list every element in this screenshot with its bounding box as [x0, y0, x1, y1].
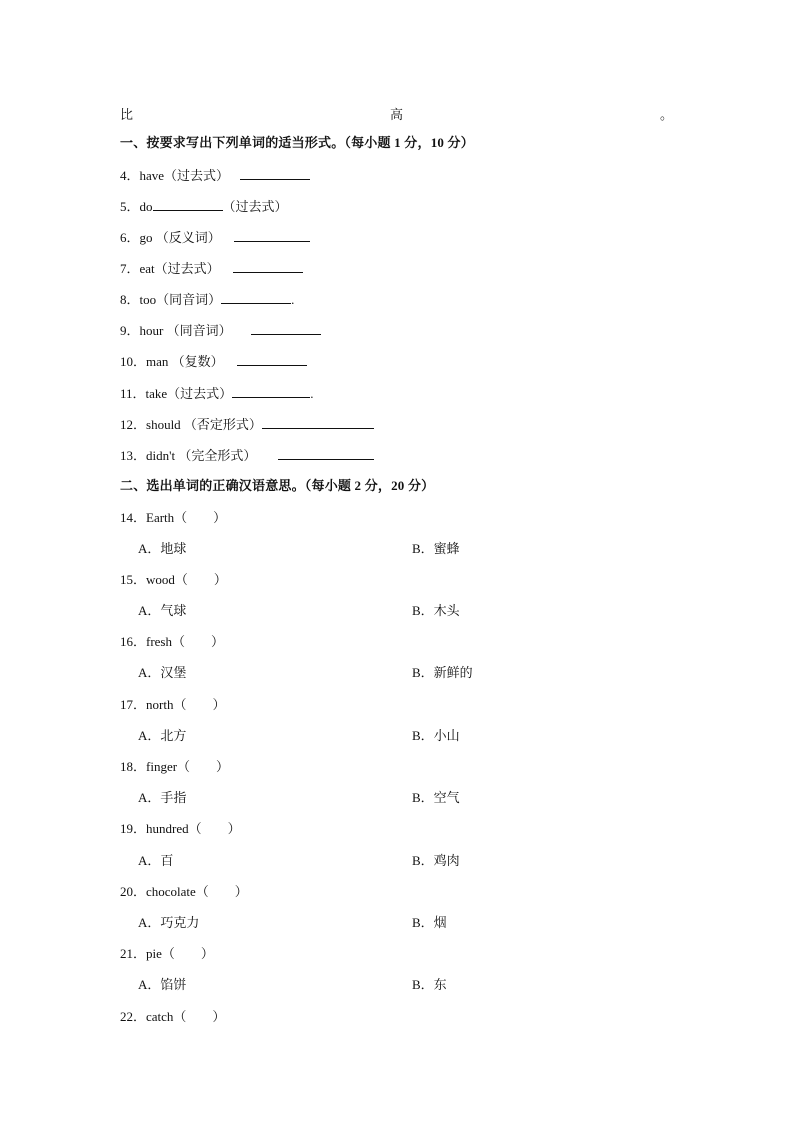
top-sentence-row	[0, 104, 794, 120]
question-18-option-a[interactable]: A．手指	[138, 790, 187, 805]
q4-number: 4．	[120, 168, 140, 183]
question-6	[120, 229, 310, 246]
question-20-option-a[interactable]: A．巧克力	[138, 915, 200, 930]
question-9	[120, 322, 321, 339]
q13-answer-blank[interactable]	[278, 447, 374, 460]
question-8	[120, 291, 294, 308]
section1-title: 一、按要求写出下列单词的适当形式。（每小题 1 分，10 分）	[120, 135, 474, 150]
q8-text: too（同音词）	[139, 292, 222, 307]
q7-number: 7．	[120, 261, 140, 276]
question-17-option-b[interactable]: B．小山	[412, 728, 460, 743]
question-16-stem: 16．fresh（ ）	[120, 634, 224, 649]
question-19-stem: 19．hundred（ ）	[120, 821, 241, 836]
question-14-option-b[interactable]: B．蜜蜂	[412, 541, 460, 556]
q7-text: eat（过去式）	[139, 261, 220, 276]
q5-number: 5．	[120, 199, 140, 214]
question-17-option-a[interactable]: A．北方	[138, 728, 187, 743]
question-4	[120, 167, 310, 184]
q10-answer-blank[interactable]	[237, 353, 307, 366]
question-16-option-b[interactable]: B．新鲜的	[412, 665, 473, 680]
question-15-option-b[interactable]: B．木头	[412, 603, 460, 618]
question-13	[120, 447, 374, 464]
q13-text: didn't （完全形式）	[146, 448, 257, 463]
q8-number: 8．	[120, 292, 140, 307]
question-12	[120, 416, 374, 433]
question-5	[120, 198, 288, 215]
question-11	[120, 385, 313, 402]
q8-answer-blank[interactable]	[221, 291, 291, 304]
question-16-option-a[interactable]: A．汉堡	[138, 665, 187, 680]
question-14-option-a[interactable]: A．地球	[138, 541, 187, 556]
top-row-mid-char: 高	[390, 107, 404, 122]
question-15-option-a[interactable]: A．气球	[138, 603, 187, 618]
q11-period: .	[310, 386, 314, 401]
question-19-option-b[interactable]: B．鸡肉	[412, 853, 460, 868]
q5-answer-blank[interactable]	[153, 198, 223, 211]
q4-text: have（过去式）	[139, 168, 230, 183]
question-15-stem: 15．wood（ ）	[120, 572, 227, 587]
question-14-stem: 14．Earth（ ）	[120, 510, 227, 525]
q12-number: 12．	[120, 417, 147, 432]
question-17-stem: 17．north（ ）	[120, 697, 226, 712]
q9-text: hour （同音词）	[139, 323, 232, 338]
question-10	[120, 353, 307, 370]
q7-answer-blank[interactable]	[233, 260, 303, 273]
q12-answer-blank[interactable]	[262, 416, 374, 429]
question-20-option-b[interactable]: B．烟	[412, 915, 447, 930]
question-21-stem: 21．pie（ ）	[120, 946, 214, 961]
q6-text: go （反义词）	[139, 230, 221, 245]
q11-text: take（过去式）	[145, 386, 233, 401]
question-19-option-a[interactable]: A．百	[138, 853, 174, 868]
q10-text: man （复数）	[146, 354, 224, 369]
q13-number: 13．	[120, 448, 147, 463]
question-20-stem: 20．chocolate（ ）	[120, 884, 248, 899]
question-18-option-b[interactable]: B．空气	[412, 790, 460, 805]
question-21-option-b[interactable]: B．东	[412, 977, 447, 992]
top-row-left-char: 比	[120, 107, 134, 122]
question-22-stem: 22．catch（ ）	[120, 1009, 226, 1024]
q12-text: should （否定形式）	[146, 417, 262, 432]
q11-answer-blank[interactable]	[232, 385, 310, 398]
q5-text: do	[139, 199, 153, 214]
question-7	[120, 260, 303, 277]
q6-answer-blank[interactable]	[234, 229, 310, 242]
q8-period: .	[291, 292, 295, 307]
section2-title: 二、选出单词的正确汉语意思。（每小题 2 分，20 分）	[120, 478, 435, 493]
top-row-end-mark: 。	[660, 107, 674, 122]
q4-answer-blank[interactable]	[240, 167, 310, 180]
q5-hint: （过去式）	[222, 199, 288, 214]
q6-number: 6．	[120, 230, 140, 245]
question-18-stem: 18．finger（ ）	[120, 759, 230, 774]
q9-number: 9．	[120, 323, 140, 338]
question-21-option-a[interactable]: A．馅饼	[138, 977, 187, 992]
q10-number: 10．	[120, 354, 147, 369]
q11-number: 11．	[120, 386, 146, 401]
q9-answer-blank[interactable]	[251, 322, 321, 335]
